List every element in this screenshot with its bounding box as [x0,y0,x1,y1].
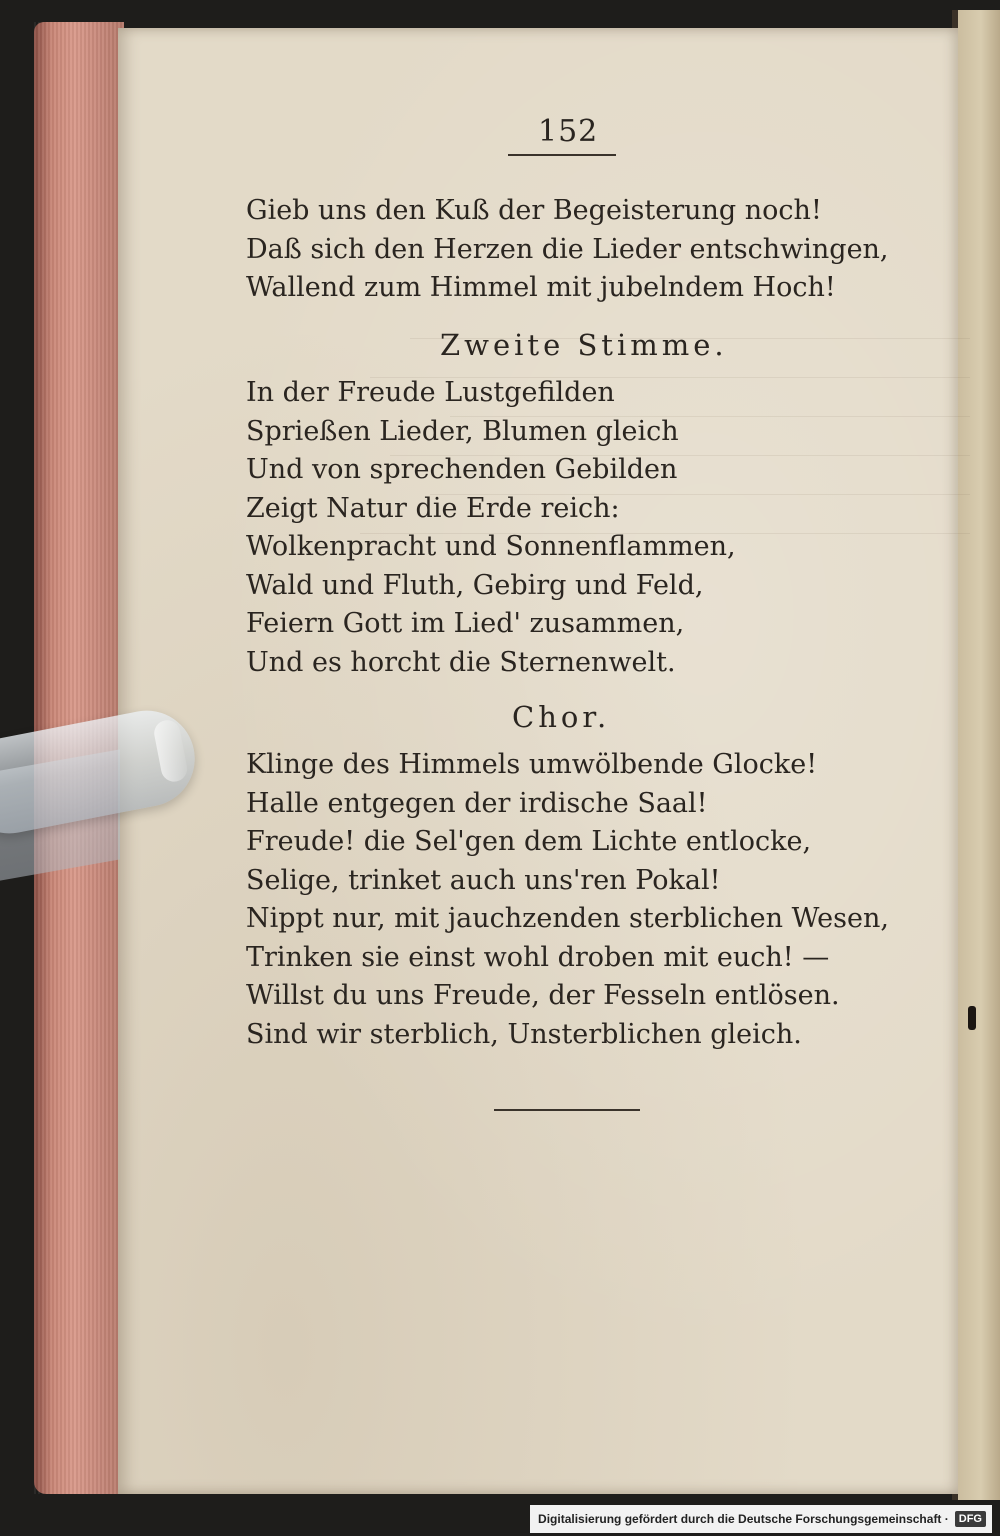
verse-line: Zeigt Natur die Erde reich: [246,492,620,524]
verse-line: Wald und Fluth, Gebirg und Feld, [246,569,704,601]
credit-text: Digitalisierung gefördert durch die Deutsche Forschungsgemeinschaft · [538,1512,949,1526]
scan-mark [968,1006,976,1030]
digitization-credit [530,1505,992,1533]
verse-line: Und von sprechenden Gebilden [246,454,678,485]
verse-line: Halle entgegen der irdische Saal! [246,787,708,819]
verse-line: Willst du uns Freude, der Fesseln entlösen. [246,980,840,1011]
end-rule [494,1109,640,1111]
section-heading-chor: Chor. [512,700,611,734]
verse-line: Gieb uns den Kuß der Begeisterung noch! [246,195,822,226]
stanza-1 [246,192,889,308]
dfg-logo-icon: DFG [955,1511,986,1527]
facing-page-edge [952,10,1000,1500]
verse-line: Freude! die Sel'gen dem Lichte entlocke, [246,826,812,857]
page-number-rule [508,154,616,156]
page-number: 152 [538,114,599,149]
verse-line: Wolkenpracht und Sonnenflammen, [246,531,736,562]
verse-line: Und es horcht die Sternenwelt. [246,646,676,678]
verse-line: Wallend zum Himmel mit jubelndem Hoch! [246,272,836,303]
verse-line: Sind wir sterblich, Unsterblichen gleich. [246,1018,802,1050]
stanza-2 [246,374,736,682]
verse-line: Trinken sie einst wohl droben mit euch! — [246,941,830,973]
verse-line: Selige, trinket auch uns'ren Pokal! [246,864,721,896]
verse-line: Daß sich den Herzen die Lieder entschwingen, [246,233,889,265]
stanza-3 [246,746,889,1054]
section-heading-zweite-stimme: Zweite Stimme. [440,328,728,362]
verse-line: Nippt nur, mit jauchzenden sterblichen Wesen, [246,903,889,934]
verse-line: Feiern Gott im Lied' zusammen, [246,608,685,639]
verse-line: In der Freude Lustgefilden [246,377,615,408]
verse-line: Sprießen Lieder, Blumen gleich [246,415,679,447]
verse-line: Klinge des Himmels umwölbende Glocke! [246,749,818,780]
